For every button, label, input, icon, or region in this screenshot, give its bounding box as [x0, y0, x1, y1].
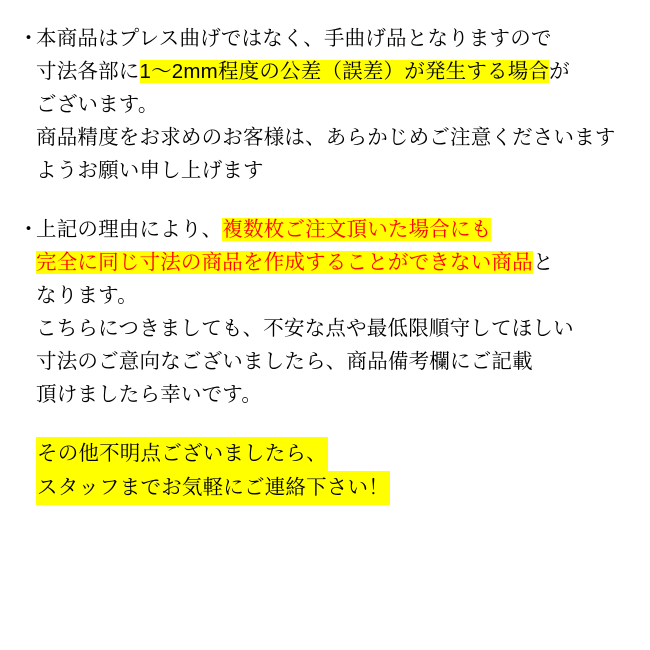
text-line [36, 213, 632, 246]
text-run: 上記の理由により、 [36, 218, 223, 241]
text-line [36, 55, 632, 88]
closing-notice-line [36, 471, 632, 505]
text-line [36, 22, 632, 55]
highlighted-emphasis-run: 完全に同じ寸法の商品を作成することができない商品 [36, 251, 533, 274]
closing-notice [18, 437, 632, 505]
text-run: 商品精度をお求めのお客様は、あらかじめご注意ください [36, 126, 575, 149]
highlighted-text-run: その他不明点ございましたら、 [36, 437, 328, 471]
closing-notice-line [36, 437, 632, 471]
text-run: 頂けましたら幸いです。 [36, 383, 263, 406]
section-tolerance-notice [18, 22, 632, 187]
text-line [36, 378, 632, 411]
highlighted-emphasis-run: 複数枚ご注文頂いた場合にも [222, 218, 492, 241]
text-run: ます [574, 126, 616, 149]
highlighted-text-run: 1〜2mm程度の公差（誤差）が発生する場合 [139, 60, 550, 83]
text-line [36, 312, 632, 345]
section-lines [36, 213, 632, 411]
text-line [36, 121, 632, 154]
text-run: こちらにつきましても、不安な点や最低限順守してほしい [36, 317, 574, 340]
text-run: 本商品はプレス曲げではなく、手曲げ品となりますので [36, 27, 552, 50]
highlighted-text-run: スタッフまでお気軽にご連絡下さい！ [36, 471, 390, 505]
text-run: ございます。 [36, 93, 159, 116]
text-line [36, 154, 632, 187]
bullet-marker: ・ [18, 27, 39, 50]
text-run: と [532, 251, 554, 274]
section-lines [36, 22, 632, 187]
text-run: ようお願い申し上げます [36, 159, 264, 182]
bullet-row [18, 22, 632, 187]
section-same-size-notice [18, 213, 632, 411]
bullet-marker: ・ [18, 218, 39, 241]
text-run: 寸法各部に [36, 60, 140, 83]
text-line [36, 246, 632, 279]
text-line [36, 88, 632, 121]
text-run: が [549, 60, 570, 83]
text-run: 寸法のご意向なございましたら、商品備考欄にご記載 [36, 350, 533, 373]
bullet-row [18, 213, 632, 411]
text-line [36, 345, 632, 378]
text-line [36, 279, 632, 312]
text-run: なります。 [36, 284, 138, 307]
